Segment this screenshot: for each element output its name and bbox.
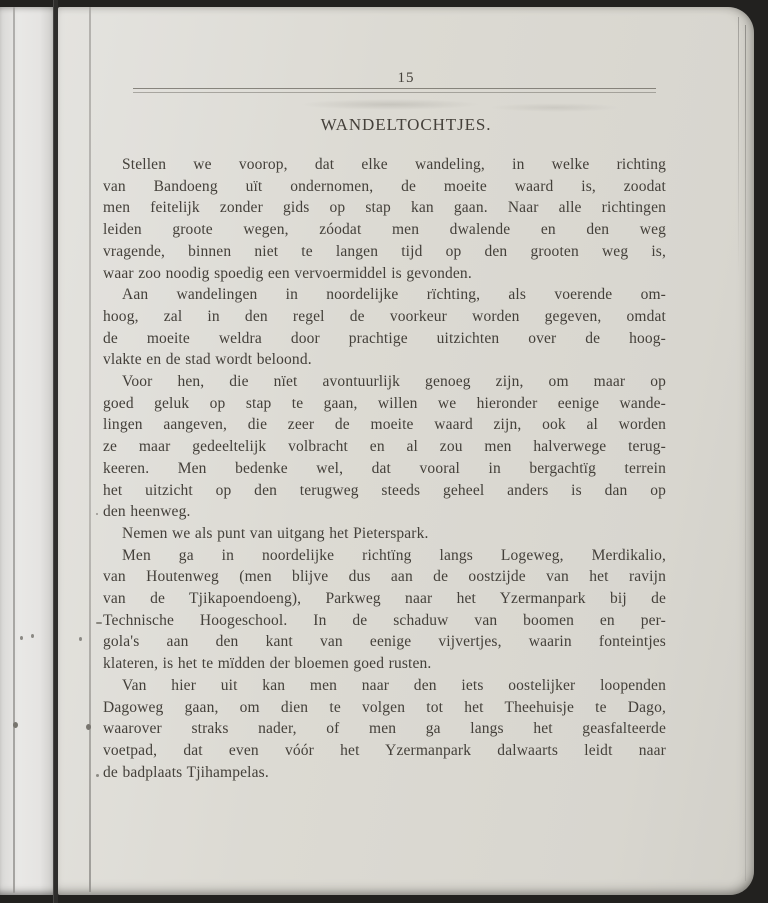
text-line: Aan wandelingen in noordelijke rïchting, als voerende om- xyxy=(122,286,666,304)
text-line: van de Tjikapoendoeng), Parkweg naar het Yzermanpark bij de xyxy=(103,590,666,608)
paragraph xyxy=(103,154,666,284)
text-line: hoog, zal in den regel de voorkeur worden gegeven, omdat xyxy=(103,307,666,325)
text-line: gola's aan den kant van eenige vijvertjes, waarin fonteintjes xyxy=(103,633,666,651)
text-line: Van hier uit kan men naar den iets oostelijker loopenden xyxy=(122,676,666,694)
body-text xyxy=(103,154,666,783)
page-edge-line xyxy=(738,17,740,277)
text-line: Voor hen, die nïet avontuurlijk genoeg zijn, om maar op xyxy=(122,373,666,391)
text-line: ze maar gedeeltelijk volbracht en al zou men halverwege terug- xyxy=(103,438,666,456)
page-number: 15 xyxy=(397,70,415,86)
ink-speck xyxy=(96,774,99,777)
text-line: keeren. Men bedenke wel, dat vooral in bergachtïg terrein xyxy=(103,459,666,477)
text-line: het uitzicht op den terugweg steeds geheel anders is dan op xyxy=(103,481,666,499)
page-edges-left xyxy=(0,7,53,895)
text-line: lingen aangeven, die zeer de moeite waard zijn, ook al worden xyxy=(103,416,666,434)
text-line: de moeite weldra door prachtige uitzichten over de hoog- xyxy=(103,329,666,347)
page-edge-line xyxy=(745,25,747,881)
text-line: Technische Hoogeschool. In de schaduw van boomen en per- xyxy=(103,611,666,629)
ink-speck xyxy=(20,636,23,640)
text-line: de badplaats Tjihampelas. xyxy=(103,763,269,781)
text-line: klateren, is het te mïdden der bloemen goed rusten. xyxy=(103,655,432,673)
text-line: Dagoweg gaan, om dien te volgen tot het Theehuisje te Dago, xyxy=(103,698,666,716)
text-line: leiden groote wegen, zóodat men dwalende en den weg xyxy=(103,221,666,239)
ink-speck xyxy=(96,513,98,515)
page-edge-line xyxy=(89,7,91,892)
paragraph xyxy=(103,284,666,371)
text-line: Men ga in noordelijke richtïng langs Logeweg, Merdikalio, xyxy=(122,546,666,564)
text-line: waarover straks nader, of men ga langs het geasfalteerde xyxy=(103,720,666,738)
text-line: waar zoo noodig spoedig een vervoermiddel is gevonden. xyxy=(103,264,472,282)
text-line: voetpad, dat even vóór het Yzermanpark dalwaarts leidt naar xyxy=(103,741,666,759)
text-line: van Bandoeng uït ondernomen, de moeite waard is, zoodat xyxy=(103,177,666,195)
ink-speck xyxy=(96,622,102,624)
text-line: goed geluk op stap te gaan, willen we hieronder eenige wande- xyxy=(103,394,666,412)
paragraph xyxy=(103,371,666,523)
text-line: van Houtenweg (men blijve dus aan de oostzijde van het ravijn xyxy=(103,568,666,586)
text-line: Stellen we voorop, dat elke wandeling, in welke richting xyxy=(122,156,666,173)
text-line: vragende, binnen niet te langen tijd op den grooten weg is, xyxy=(103,242,666,260)
ink-speck xyxy=(13,722,18,728)
text-line: men feitelijk zonder gids op stap kan gaan. Naar alle richtingen xyxy=(103,199,666,217)
text-line: Nemen we als punt van uitgang het Pieterspark. xyxy=(122,524,429,542)
paragraph xyxy=(103,545,666,675)
header-rule xyxy=(133,88,656,93)
paragraph xyxy=(103,523,666,545)
text-line: den heenweg. xyxy=(103,503,191,521)
text-line: vlakte en de stad wordt beloond. xyxy=(103,351,312,369)
ink-speck xyxy=(86,724,91,730)
chapter-heading: WANDELTOCHTJES. xyxy=(320,115,492,134)
book-page xyxy=(58,7,754,895)
page-edge-line xyxy=(13,7,15,893)
paragraph xyxy=(103,675,666,784)
ink-speck xyxy=(79,637,82,641)
ink-speck xyxy=(31,634,34,638)
